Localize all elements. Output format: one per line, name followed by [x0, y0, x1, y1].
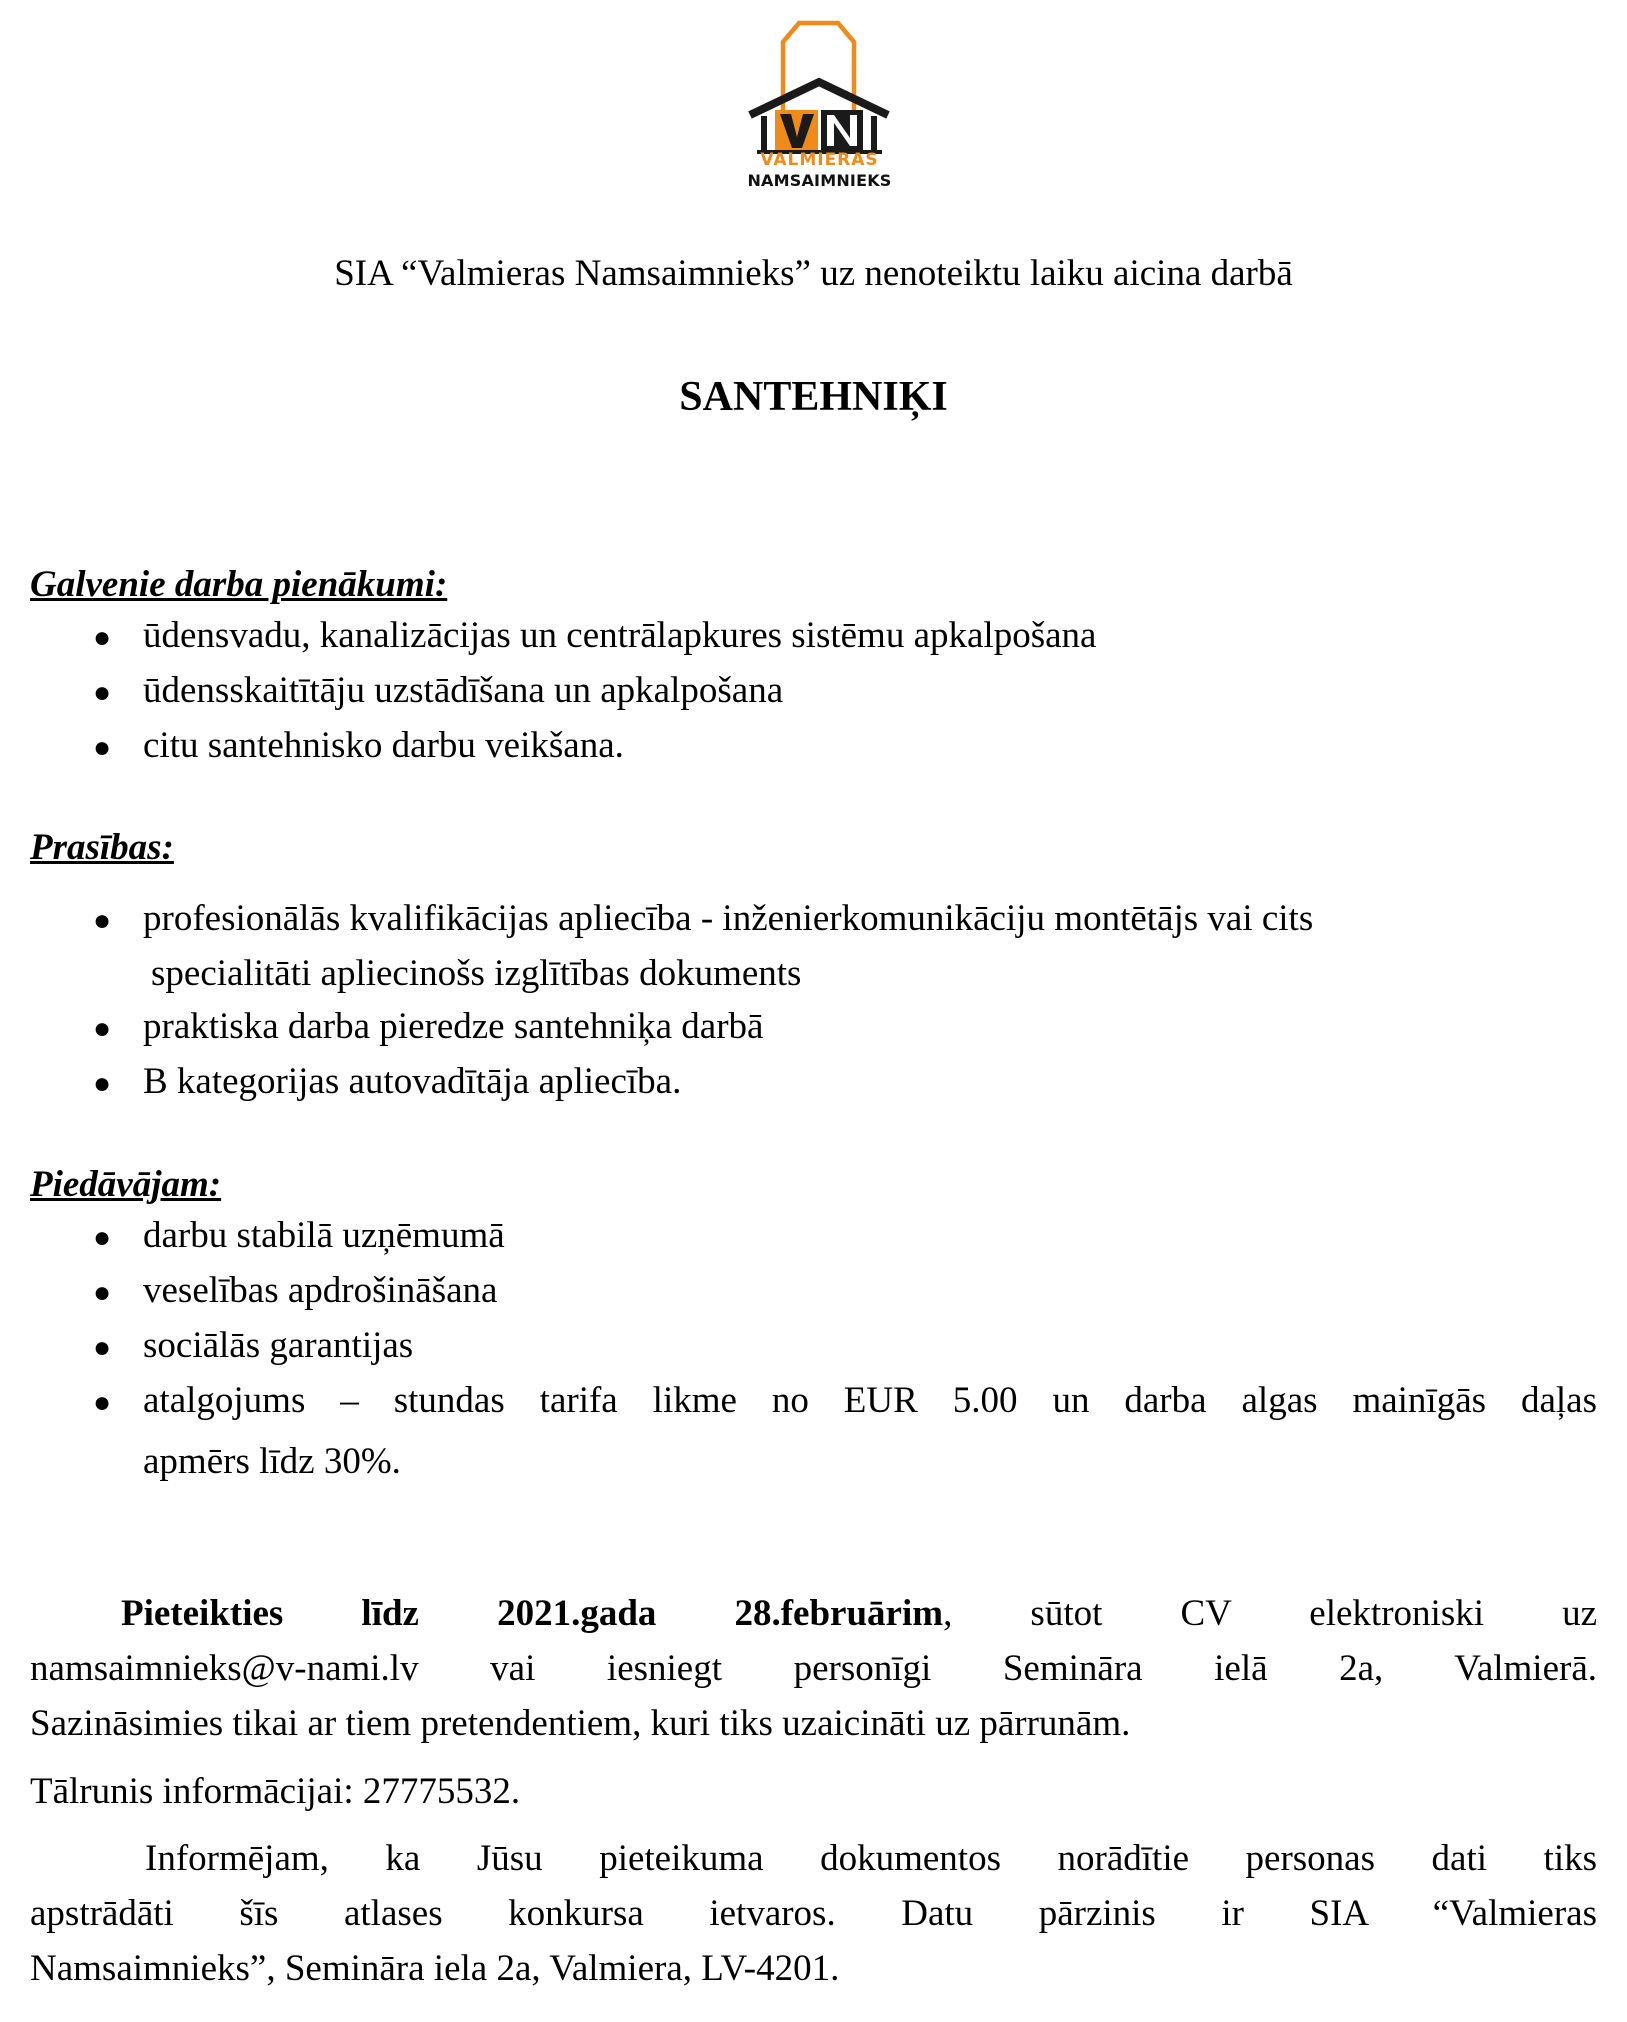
requirements-item: praktiska darba pieredze santehniķa darbā: [143, 1006, 764, 1047]
phone-info: Tālrunis informācijai: 27775532.: [30, 1771, 521, 1812]
apply-line: namsaimnieks@v-nami.lv vai iesniegt personīgi Semināra ielā 2a, Valmierā.: [30, 1648, 1597, 1689]
apply-instructions: , sūtot CV elektroniski uz: [943, 1593, 1598, 1634]
bullet-icon: ●: [93, 1386, 112, 1419]
bullet-icon: ●: [93, 1067, 112, 1100]
offer-item: sociālās garantijas: [143, 1325, 414, 1366]
duties-item: ūdensskaitītāju uzstādīšana un apkalpošana: [143, 670, 784, 711]
apply-line: Sazināsimies tikai ar tiem pretendentiem, kuri tiks uzaicināti uz pārrunām.: [30, 1703, 1131, 1744]
duties-item: citu santehnisko darbu veikšana.: [143, 725, 624, 766]
house-logo-icon: [742, 20, 897, 155]
requirements-item: profesionālās kvalifikācijas apliecība - inženierkomunikāciju montētājs vai cits: [143, 898, 1314, 939]
privacy-line: apstrādāti šīs atlases konkursa ietvaros. Datu pārzinis ir SIA “Valmieras: [30, 1893, 1597, 1934]
intro-line: SIA “Valmieras Namsaimnieks” uz nenoteiktu laiku aicina darbā: [334, 253, 1293, 294]
offer-item: veselības apdrošināšana: [143, 1270, 498, 1311]
offer-item: darbu stabilā uzņēmumā: [143, 1215, 505, 1256]
requirements-heading: Prasības:: [30, 827, 174, 868]
duties-heading: Galvenie darba pienākumi:: [30, 564, 448, 605]
bullet-icon: ●: [93, 731, 112, 764]
company-logo: [742, 20, 897, 198]
bullet-icon: ●: [93, 904, 112, 937]
offer-item-continuation: apmērs līdz 30%.: [143, 1441, 401, 1482]
page-title: SANTEHNIĶI: [679, 374, 948, 420]
bullet-icon: ●: [93, 1221, 112, 1254]
bullet-icon: ●: [93, 621, 112, 654]
requirements-item: B kategorijas autovadītāja apliecība.: [143, 1061, 682, 1102]
logo-text-valmieras: VALMIERAS: [760, 150, 879, 170]
offer-heading: Piedāvājam:: [30, 1164, 222, 1205]
offer-item: atalgojums – stundas tarifa likme no EUR 5.00 un darba algas mainīgās daļas: [143, 1380, 1597, 1421]
apply-deadline: Pieteikties līdz 2021.gada 28.februārim: [121, 1593, 944, 1634]
duties-item: ūdensvadu, kanalizācijas un centrālapkures sistēmu apkalpošana: [143, 615, 1097, 656]
bullet-icon: ●: [93, 1012, 112, 1045]
bullet-icon: ●: [93, 676, 112, 709]
requirements-item-continuation: specialitāti apliecinošs izglītības dokuments: [151, 953, 802, 994]
bullet-icon: ●: [93, 1276, 112, 1309]
privacy-line: Namsaimnieks”, Semināra iela 2a, Valmiera, LV-4201.: [30, 1948, 840, 1989]
logo-text-namsaimnieks: NAMSAIMNIEKS: [747, 171, 892, 190]
apply-deadline-line: [121, 1592, 1597, 1635]
bullet-icon: ●: [93, 1331, 112, 1364]
privacy-line: Informējam, ka Jūsu pieteikuma dokumentos norādītie personas dati tiks: [145, 1838, 1597, 1879]
